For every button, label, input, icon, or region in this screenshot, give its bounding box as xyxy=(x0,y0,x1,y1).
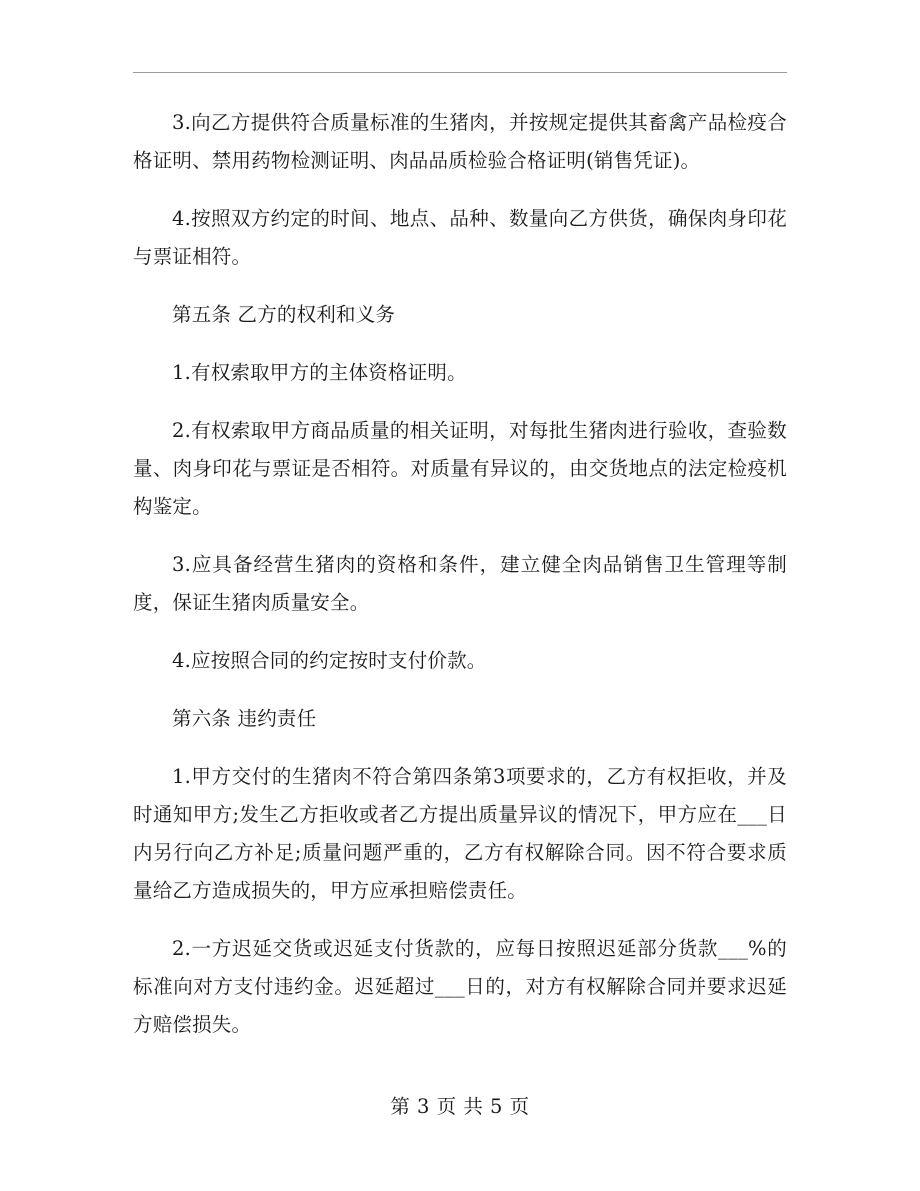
article-heading: 第六条 违约责任 xyxy=(172,707,317,730)
clause-item: 2.一方迟延交货或迟延支付货款的，应每日按照迟延部分货款___%的标准向对方支付违约金。迟延超过___日的，对方有权解除合同并要求迟延方赔偿损失。 xyxy=(133,937,787,1036)
clause-item: 4.按照双方约定的时间、地点、品种、数量向乙方供货，确保肉身印花与票证相符。 xyxy=(133,207,787,268)
clause-item: 4.应按照合同的约定按时支付价款。 xyxy=(172,649,487,672)
clause-item: 1.甲方交付的生猪肉不符合第四条第3项要求的，乙方有权拒收，并及时通知甲方;发生乙方拒收或者乙方提出质量异议的情况下，甲方应在___日内另行向乙方补足;质量问题严重的，乙方有权解除合同。因不符合要求质量给乙方造成损失的，甲方应承担赔偿责任。 xyxy=(133,765,787,902)
clause-item: 3.向乙方提供符合质量标准的生猪肉，并按规定提供其畜禽产品检疫合格证明、禁用药物检测证明、肉品品质检验合格证明(销售凭证)。 xyxy=(133,111,787,172)
clause-item: 1.有权索取甲方的主体资格证明。 xyxy=(172,361,467,384)
page-number: 第 3 页 共 5 页 xyxy=(390,1095,530,1118)
document-body xyxy=(133,104,787,1064)
header-rule xyxy=(133,72,787,73)
clause-item: 3.应具备经营生猪肉的资格和条件，建立健全肉品销售卫生管理等制度，保证生猪肉质量安全。 xyxy=(133,553,787,614)
article-heading: 第五条 乙方的权利和义务 xyxy=(172,303,396,326)
clause-item: 2.有权索取甲方商品质量的相关证明，对每批生猪肉进行验收，查验数量、肉身印花与票证是否相符。对质量有异议的，由交货地点的法定检疫机构鉴定。 xyxy=(133,419,787,518)
